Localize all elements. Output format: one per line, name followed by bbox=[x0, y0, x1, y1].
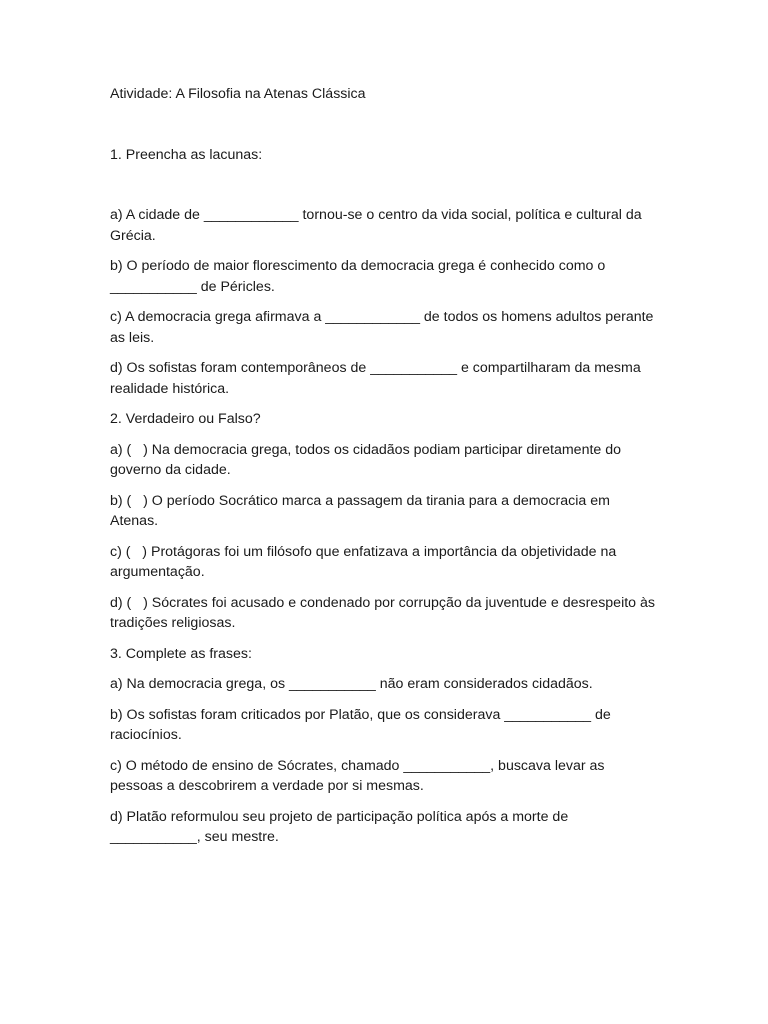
section-2-item-b: b) ( ) O período Socrático marca a passagem da tirania para a democracia em Atenas. bbox=[110, 492, 614, 529]
section-1-item-b: b) O período de maior florescimento da democracia grega é conhecido como o ___________ de Péricles. bbox=[110, 258, 610, 295]
section-1-item-a: a) A cidade de ____________ tornou-se o centro da vida social, política e cultural da Grécia. bbox=[110, 207, 646, 244]
section-3-item-d: d) Platão reformulou seu projeto de participação política após a morte de ___________, seu mestre. bbox=[110, 808, 573, 845]
section-1-heading: 1. Preencha as lacunas: bbox=[110, 146, 263, 163]
section-3-item-c: c) O método de ensino de Sócrates, chamado ___________, buscava levar as pessoas a descobrirem a verdade por si mesmas. bbox=[110, 757, 609, 794]
section-2-heading: 2. Verdadeiro ou Falso? bbox=[110, 411, 261, 427]
section-2-item-d: d) ( ) Sócrates foi acusado e condenado por corrupção da juventude e desrespeito às tradições religiosas. bbox=[110, 594, 659, 631]
section-3-heading: 3. Complete as frases: bbox=[110, 645, 252, 662]
section-2-item-a: a) ( ) Na democracia grega, todos os cidadãos podiam participar diretamente do governo da cidade. bbox=[110, 441, 625, 478]
section-1-item-c: c) A democracia grega afirmava a ____________ de todos os homens adultos perante as leis. bbox=[110, 309, 658, 346]
document-page bbox=[110, 84, 658, 858]
document-title: Atividade: A Filosofia na Atenas Clássica bbox=[110, 86, 366, 102]
section-3-item-b: b) Os sofistas foram criticados por Platão, que os considerava ___________ de raciocínios. bbox=[110, 706, 615, 743]
section-2-item-c: c) ( ) Protágoras foi um filósofo que enfatizava a importância da objetividade na argumentação. bbox=[110, 543, 621, 580]
section-3-item-a: a) Na democracia grega, os ___________ não eram considerados cidadãos. bbox=[110, 676, 593, 692]
section-1-item-d: d) Os sofistas foram contemporâneos de ___________ e compartilharam da mesma realidade histórica. bbox=[110, 360, 645, 397]
